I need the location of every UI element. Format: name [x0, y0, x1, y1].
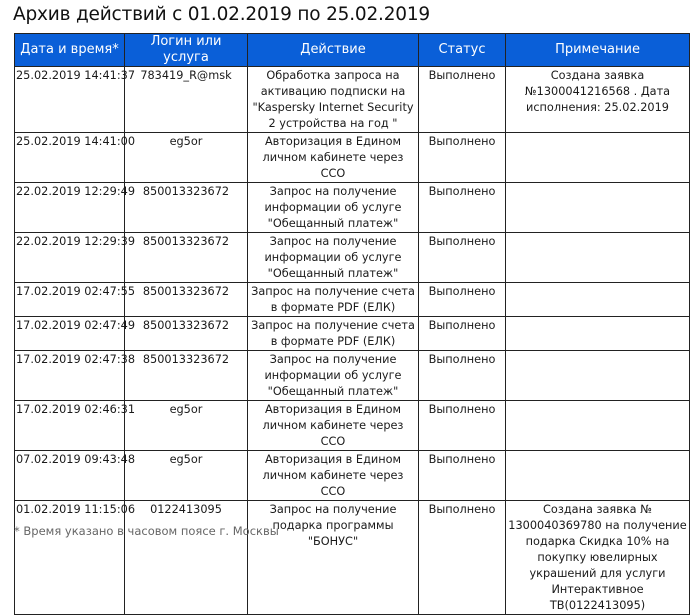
- cell-login: 850013323672: [125, 183, 248, 233]
- column-header-note: Примечание: [506, 34, 690, 67]
- cell-login: 783419_R@msk: [125, 67, 248, 133]
- cell-login: 850013323672: [125, 283, 248, 317]
- table-header-row: [15, 34, 690, 67]
- cell-action: Авторизация в Едином личном кабинете через ССО: [248, 451, 419, 501]
- table-row: [15, 451, 690, 501]
- cell-action: Обработка запроса на активацию подписки на "Kaspersky Internet Security 2 устройства на год ": [248, 67, 419, 133]
- cell-login: 850013323672: [125, 317, 248, 351]
- cell-status: Выполнено: [419, 501, 506, 615]
- cell-datetime: 25.02.2019 14:41:00: [15, 133, 125, 183]
- column-header-login: Логин или услуга: [125, 34, 248, 67]
- cell-datetime: 17.02.2019 02:47:55: [15, 283, 125, 317]
- cell-note: [506, 351, 690, 401]
- table-row: [15, 67, 690, 133]
- cell-note: Создана заявка № 1300040369780 на получение подарка Скидка 10% на покупку ювелирных украшений для услуги Интерактивное ТВ(0122413095): [506, 501, 690, 615]
- cell-datetime: 01.02.2019 11:15:06: [15, 501, 125, 615]
- cell-action: Авторизация в Едином личном кабинете через ССО: [248, 133, 419, 183]
- cell-status: Выполнено: [419, 351, 506, 401]
- table-row: [15, 317, 690, 351]
- cell-note: [506, 283, 690, 317]
- cell-note: [506, 317, 690, 351]
- cell-datetime: 25.02.2019 14:41:37: [15, 67, 125, 133]
- table-row: [15, 233, 690, 283]
- column-header-action: Действие: [248, 34, 419, 67]
- cell-action: Запрос на получение счета в формате PDF (ЕЛК): [248, 283, 419, 317]
- cell-datetime: 22.02.2019 12:29:49: [15, 183, 125, 233]
- table-row: [15, 501, 690, 615]
- cell-action: Запрос на получение информации об услуге "Обещанный платеж": [248, 183, 419, 233]
- cell-status: Выполнено: [419, 401, 506, 451]
- cell-action: Запрос на получение информации об услуге "Обещанный платеж": [248, 233, 419, 283]
- cell-login: eg5or: [125, 401, 248, 451]
- timezone-footnote: * Время указано в часовом поясе г. Москвы: [14, 524, 279, 538]
- cell-login: 850013323672: [125, 351, 248, 401]
- cell-note: [506, 451, 690, 501]
- table-row: [15, 183, 690, 233]
- cell-status: Выполнено: [419, 451, 506, 501]
- page-title: Архив действий с 01.02.2019 по 25.02.2019: [13, 4, 431, 25]
- cell-login: eg5or: [125, 133, 248, 183]
- cell-note: [506, 233, 690, 283]
- cell-status: Выполнено: [419, 283, 506, 317]
- cell-datetime: 17.02.2019 02:46:31: [15, 401, 125, 451]
- cell-action: Запрос на получение информации об услуге "Обещанный платеж": [248, 351, 419, 401]
- cell-datetime: 22.02.2019 12:29:39: [15, 233, 125, 283]
- cell-datetime: 17.02.2019 02:47:38: [15, 351, 125, 401]
- cell-datetime: 17.02.2019 02:47:49: [15, 317, 125, 351]
- table-row: [15, 133, 690, 183]
- cell-status: Выполнено: [419, 317, 506, 351]
- cell-status: Выполнено: [419, 133, 506, 183]
- table-row: [15, 283, 690, 317]
- column-header-status: Статус: [419, 34, 506, 67]
- cell-status: Выполнено: [419, 67, 506, 133]
- cell-login: eg5or: [125, 451, 248, 501]
- table-row: [15, 401, 690, 451]
- cell-status: Выполнено: [419, 233, 506, 283]
- cell-action: Запрос на получение подарка программы "БОНУС": [248, 501, 419, 615]
- column-header-datetime: Дата и время*: [15, 34, 125, 67]
- table-row: [15, 351, 690, 401]
- cell-note: [506, 183, 690, 233]
- cell-status: Выполнено: [419, 183, 506, 233]
- cell-login: 0122413095: [125, 501, 248, 615]
- cell-note: [506, 401, 690, 451]
- cell-login: 850013323672: [125, 233, 248, 283]
- cell-action: Запрос на получение счета в формате PDF (ЕЛК): [248, 317, 419, 351]
- cell-note: [506, 133, 690, 183]
- cell-datetime: 07.02.2019 09:43:48: [15, 451, 125, 501]
- cell-action: Авторизация в Едином личном кабинете через ССО: [248, 401, 419, 451]
- cell-note: Создана заявка №1300041216568 . Дата исполнения: 25.02.2019: [506, 67, 690, 133]
